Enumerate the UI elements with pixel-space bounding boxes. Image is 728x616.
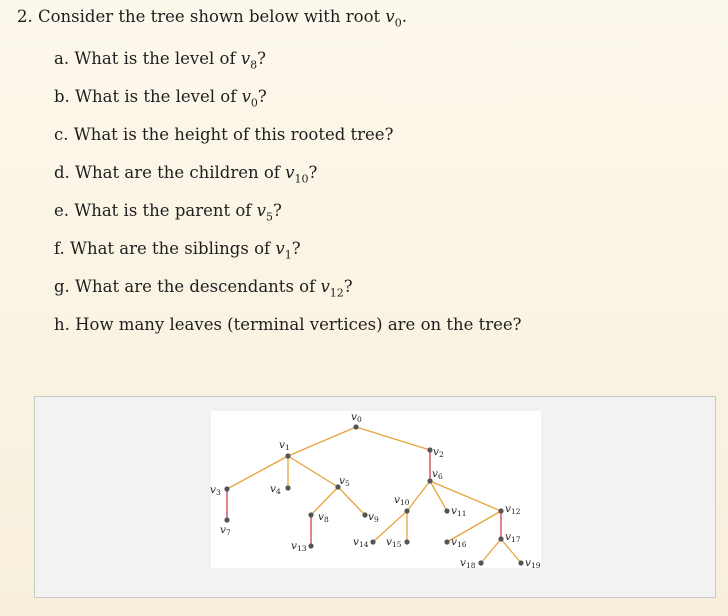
question-letter: b. bbox=[54, 87, 70, 106]
tree-edge-v5-v9 bbox=[338, 487, 365, 515]
tree-node-v2 bbox=[427, 447, 432, 452]
question-letter: c. bbox=[54, 125, 69, 144]
question-text: What is the level of bbox=[69, 49, 241, 68]
tree-node-label-v17: v17 bbox=[505, 531, 521, 544]
question-mark: ? bbox=[257, 49, 267, 68]
tree-node-label-v4: v4 bbox=[270, 483, 281, 496]
question-letter: d. bbox=[54, 163, 70, 182]
tree-node-label-v8: v8 bbox=[318, 511, 329, 524]
variable-letter: v bbox=[256, 201, 266, 220]
vertex-variable bbox=[285, 163, 309, 186]
variable-subscript: 1 bbox=[284, 248, 292, 262]
tree-node-label-v11: v11 bbox=[451, 505, 467, 518]
problem-heading: 2. Consider the tree shown below with root $v_0$. bbox=[17, 7, 407, 30]
question-text: What is the height of this rooted tree? bbox=[68, 125, 394, 144]
vertex-variable bbox=[240, 49, 258, 72]
question-g bbox=[54, 276, 353, 304]
tree-node-label-v7: v7 bbox=[220, 524, 231, 537]
question-mark: ? bbox=[308, 163, 318, 182]
tree-edge-v5-v8 bbox=[311, 487, 338, 515]
question-letter: e. bbox=[54, 201, 70, 220]
question-text: What are the children of bbox=[69, 163, 286, 182]
variable-subscript: 5 bbox=[265, 210, 273, 224]
tree-edge-v0-v2 bbox=[356, 427, 430, 450]
variable-letter: v bbox=[285, 163, 295, 182]
vertex-variable bbox=[256, 201, 273, 224]
tree-node-label-v10: v10 bbox=[394, 494, 410, 507]
variable-letter: v bbox=[320, 277, 330, 296]
variable-letter: v bbox=[241, 87, 251, 106]
heading-text: 2. Consider the tree shown below with root bbox=[17, 7, 386, 26]
tree-node-v10 bbox=[404, 508, 409, 513]
tree-diagram bbox=[211, 411, 541, 568]
variable-letter: v bbox=[240, 49, 251, 68]
question-h bbox=[54, 314, 522, 336]
question-mark: ? bbox=[343, 277, 353, 296]
question-mark: ? bbox=[291, 239, 301, 258]
tree-node-label-v15: v15 bbox=[386, 536, 402, 549]
tree-edge-v1-v5 bbox=[288, 456, 338, 487]
vertex-variable bbox=[320, 277, 344, 300]
question-a bbox=[54, 48, 266, 76]
tree-node-label-v18: v18 bbox=[460, 557, 476, 570]
tree-node-v7 bbox=[224, 517, 229, 522]
question-e bbox=[54, 200, 282, 228]
question-mark: ? bbox=[272, 201, 282, 220]
tree-node-label-v3: v3 bbox=[210, 484, 221, 497]
tree-node-label-v9: v9 bbox=[368, 511, 379, 524]
tree-edge-v6-v11 bbox=[430, 481, 447, 511]
tree-edge-v6-v10 bbox=[407, 481, 430, 511]
question-c bbox=[54, 124, 393, 146]
question-d bbox=[54, 162, 317, 190]
tree-node-v11 bbox=[444, 508, 449, 513]
tree-node-v3 bbox=[224, 486, 229, 491]
vertex-variable bbox=[275, 239, 292, 262]
question-letter: a. bbox=[54, 49, 70, 68]
tree-node-label-v6: v6 bbox=[432, 468, 443, 481]
tree-node-v4 bbox=[285, 485, 290, 490]
variable-subscript: 0 bbox=[250, 96, 258, 110]
tree-node-v1 bbox=[285, 453, 290, 458]
tree-node-label-v0: v0 bbox=[351, 411, 362, 424]
tree-node-v17 bbox=[498, 536, 503, 541]
tree-node-label-v5: v5 bbox=[339, 475, 350, 488]
tree-node-v15 bbox=[404, 539, 409, 544]
tree-node-label-v12: v12 bbox=[505, 503, 521, 516]
tree-node-v9 bbox=[362, 512, 367, 517]
question-letter: h. bbox=[54, 315, 70, 334]
tree-node-label-v2: v2 bbox=[433, 446, 444, 459]
tree-edge-v17-v18 bbox=[481, 539, 501, 563]
variable-subscript: 8 bbox=[250, 58, 258, 72]
variable-letter: v bbox=[275, 239, 285, 258]
variable-subscript: 10 bbox=[294, 172, 309, 186]
tree-figure bbox=[211, 411, 541, 568]
tree-node-v8 bbox=[308, 512, 313, 517]
variable-subscript: 12 bbox=[329, 286, 344, 300]
question-text: What are the siblings of bbox=[64, 239, 276, 258]
tree-node-v16 bbox=[444, 539, 449, 544]
tree-node-label-v19: v19 bbox=[525, 557, 541, 570]
question-b bbox=[54, 86, 267, 114]
tree-node-v12 bbox=[498, 508, 503, 513]
tree-node-label-v1: v1 bbox=[279, 439, 290, 452]
tree-node-label-v14: v14 bbox=[353, 536, 369, 549]
tree-node-v0 bbox=[353, 424, 358, 429]
question-text: What is the parent of bbox=[69, 201, 257, 220]
question-mark: ? bbox=[257, 87, 267, 106]
tree-edge-v0-v1 bbox=[288, 427, 356, 456]
question-text: What are the descendants of bbox=[69, 277, 321, 296]
tree-node-v18 bbox=[478, 560, 483, 565]
question-f bbox=[54, 238, 301, 266]
question-letter: f. bbox=[54, 239, 65, 258]
vertex-variable bbox=[241, 87, 258, 110]
tree-node-v14 bbox=[370, 539, 375, 544]
root-variable: $v_0$ bbox=[385, 7, 402, 30]
tree-node-label-v16: v16 bbox=[451, 536, 467, 549]
question-text: What is the level of bbox=[69, 87, 242, 106]
question-text: How many leaves (terminal vertices) are on the tree? bbox=[69, 315, 522, 334]
question-letter: g. bbox=[54, 277, 70, 296]
tree-node-v13 bbox=[308, 543, 313, 548]
tree-node-v19 bbox=[518, 560, 523, 565]
tree-node-label-v13: v13 bbox=[291, 540, 307, 553]
tree-edge-v6-v12 bbox=[430, 481, 501, 511]
tree-edge-v1-v3 bbox=[227, 456, 288, 489]
